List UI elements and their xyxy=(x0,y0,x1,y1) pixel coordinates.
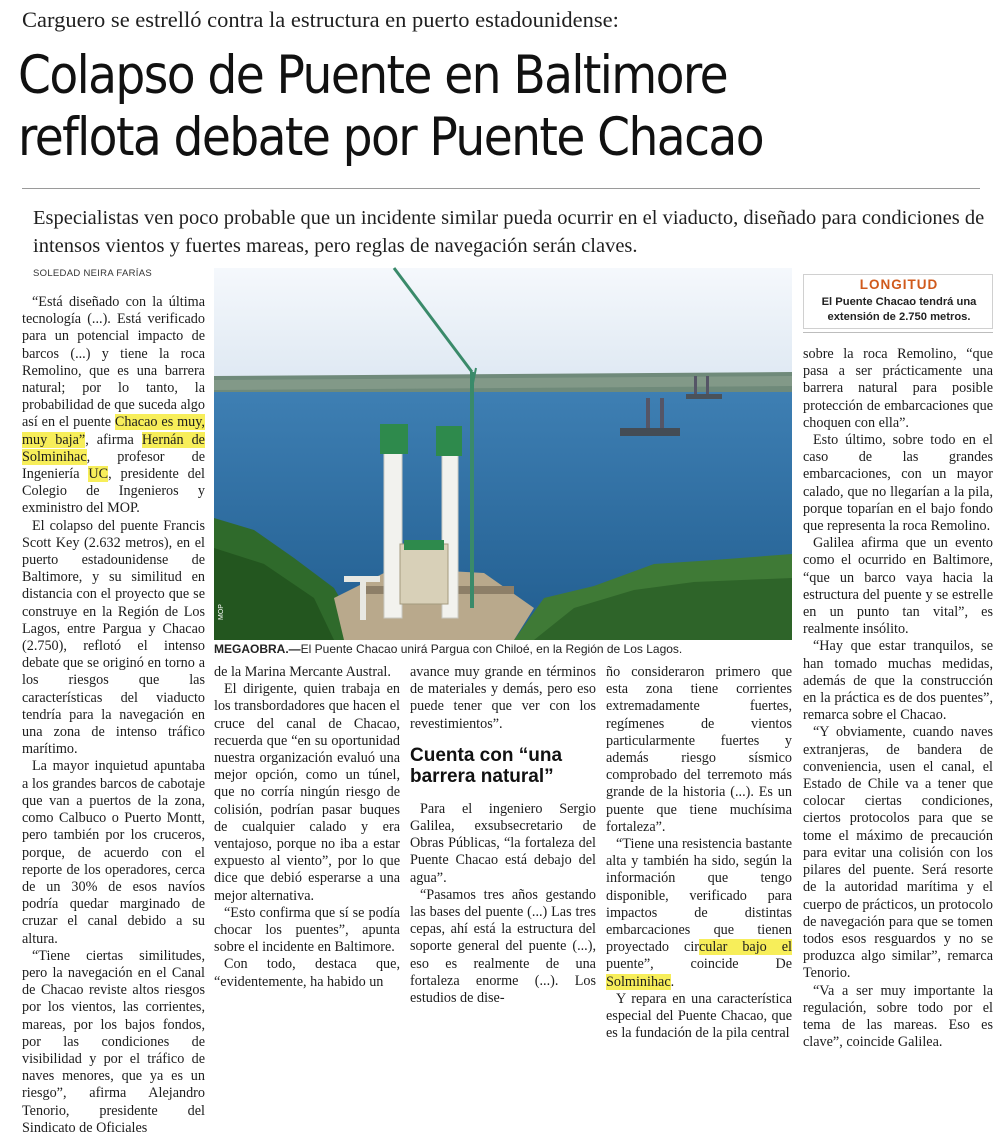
paragraph: Y repara en una característica especial del Puente Chacao, que es la fundación de la pila central xyxy=(606,990,792,1042)
paragraph: “Hay que estar tranquilos, se han tomado muchas medidas, además de que la construcción en la práctica es de dos puentes”, remarca sobre el Chacao. xyxy=(803,638,993,724)
byline: SOLEDAD NEIRA FARÍAS xyxy=(33,268,152,279)
paragraph: “Pasamos tres años gestando las bases del puente (...) Las tres cepas, ahí está la estructura del soporte general del puente (...), eso es realmente de una fortaleza enorme (...). Los estudios de dise- xyxy=(410,886,596,1007)
paragraph: “Va a ser muy importante la regulación, sobre todo por el tema de las mareas. Eso es clave”, coincide Galilea. xyxy=(803,982,993,1051)
paragraph: “Tiene una resistencia bastante alta y también ha sido, según la información que tengo disponible, verificado para impactos de distintas embarcaciones que tienen proyectado circular bajo el puente”, coincide De Solminihac. xyxy=(606,836,792,990)
paragraph: La mayor inquietud apuntaba a los grandes barcos de cabotaje que van a puertos de la zona, como Calbuco o Puerto Montt, pero también por los cruceros, porque, de acuerdo con el reporte de los operadores, cerca de un 30% de esos navíos podría quedar marginado de cruzar el canal debido a su altura. xyxy=(22,758,205,947)
photo-caption xyxy=(214,642,794,657)
sidebar-title: LONGITUD xyxy=(859,277,939,292)
subheading: Cuenta con “una barrera natural” xyxy=(410,744,563,787)
sidebar-box xyxy=(803,274,993,329)
article-column-5 xyxy=(803,346,993,1051)
headline-line-2: reflota debate por Puente Chacao xyxy=(18,107,763,168)
article-column-2 xyxy=(214,664,400,991)
paragraph: ño consideraron primero que esta zona tiene corrientes extremadamente fuertes, regímenes de vientos particularmente fuertes y además riesgo sísmico comprobado del terremoto más grande de la historia (...). Es un puente que tiene muchísima fortaleza”. xyxy=(606,664,792,835)
highlighted-text: UC xyxy=(88,466,109,483)
headline xyxy=(18,45,886,169)
paragraph: “Tiene ciertas similitudes, pero la navegación en el Canal de Chacao reviste altos riesgos por los vientos, las corrientes, mareas, por los bajos fondos, por las condiciones de visibilidad y por el tráfico de naves menores, que ya es un riesgo”, afirma Alejandro Tenorio, presidente del Sindicato de Oficiales xyxy=(22,947,205,1136)
deck: Especialistas ven poco probable que un incidente similar pueda ocurrir en el viaducto, diseñado para condiciones de intensos vientos y fuertes mareas, pero reglas de navegación serán claves. xyxy=(33,207,985,257)
paragraph: Esto último, sobre todo en el caso de las grandes embarcaciones, con un mayor calado, que no llegarían a la pila, porque toparían en el bajo fondo que representa la roca Remolino. xyxy=(803,432,993,535)
article-column-3 xyxy=(410,664,596,1007)
caption-label: MEGAOBRA.— xyxy=(214,642,301,656)
paragraph: Con todo, destaca que, “evidentemente, ha habido un xyxy=(214,956,400,990)
sidebar-text: El Puente Chacao tendrá una extensión de 2.750 metros. xyxy=(821,296,977,323)
paragraph: avance muy grande en términos de materiales y demás, pero eso puede tener que ver con los revestimientos”. xyxy=(410,664,596,732)
highlighted-text: Chacao es muy, muy baja” xyxy=(22,414,205,448)
article-column-4 xyxy=(606,664,792,1042)
paragraph: de la Marina Mercante Austral. xyxy=(214,664,391,680)
kicker: Carguero se estrelló contra la estructura en puerto estadounidense: xyxy=(22,7,619,32)
paragraph: El colapso del puente Francis Scott Key (2.632 metros), en el puerto estadounidense de Baltimore, y su similitud en distancia con el proyecto que se construye en la Región de Los Lagos, entre Pargua y Chacao (2.750), reflotó el intenso debate que se originó en torno a los riesgos que las características del viaducto tendría para la navegación en una zona de intenso tráfico marítimo. xyxy=(22,517,205,758)
photo-credit: MOP xyxy=(218,604,225,620)
paragraph: sobre la roca Remolino, “que pasa a ser prácticamente una barrera natural para posible protección de embarcaciones que choquen con ella”. xyxy=(803,346,993,431)
sidebar-rule xyxy=(803,332,993,333)
paragraph: Galilea afirma que un evento como el ocurrido en Baltimore, “que un barco vaya hacia la estructura del puente y se estrelle en un punto tan vital”, es realmente insólito. xyxy=(803,535,993,638)
photo-illustration xyxy=(214,268,792,640)
highlighted-text: Hernán de Solminihac xyxy=(22,431,205,465)
bridge-construction-photo xyxy=(214,268,792,640)
caption-text: El Puente Chacao unirá Pargua con Chiloé, en la Región de Los Lagos. xyxy=(300,642,683,656)
article-column-1 xyxy=(22,294,205,1137)
highlighted-text: Solminihac xyxy=(606,973,671,990)
headline-line-1: Colapso de Puente en Baltimore xyxy=(18,45,728,106)
paragraph: “Está diseñado con la última tecnología (...). Está verificado para un potencial impacto de barcos (...) y tiene la roca Remolino, que es una barrera natural; por lo tanto, la probabilidad de que suceda algo así en el puente Chacao es muy, muy baja”, afirma Hernán de Solminihac, profesor de Ingeniería UC, presidente del Colegio de Ingenieros y exministro del MOP. xyxy=(22,294,205,517)
highlighted-text: cular bajo el xyxy=(698,939,792,956)
headline-rule xyxy=(22,188,980,189)
paragraph: “Esto confirma que sí se podía chocar los puentes”, apunta sobre el incidente en Baltimore. xyxy=(214,904,400,956)
paragraph: “Y obviamente, cuando naves extranjeras, de bandera de conveniencia, usen el canal, el Estado de Chile va a tener que colocar ciertas condiciones, ciertos protocolos para que se tome el máximo de precaución para evitar una colisión con los pilares del puente. Será resorte de la autoridad marítima y el cuerpo de prácticos, un protocolo de navegación para que se tomen todos esos resguardos y no se produzca algo similar”, remarca Tenorio. xyxy=(803,724,993,982)
paragraph: El dirigente, quien trabaja en los transbordadores que hacen el cruce del canal de Chacao, recuerda que “en su oportunidad nuestra organización evaluó una mejor opción, como un túnel, que no corría ningún riesgo de colisión, podrían pasar buques de cualquier calado y era ventajoso, porque no iba a estar expuesto al viento”, por lo que dice que debió esperarse a una mejor alternativa. xyxy=(214,681,400,904)
paragraph: Para el ingeniero Sergio Galilea, exsubsecretario de Obras Públicas, “la fortaleza del Puente Chacao está debajo del agua”. xyxy=(410,800,596,886)
